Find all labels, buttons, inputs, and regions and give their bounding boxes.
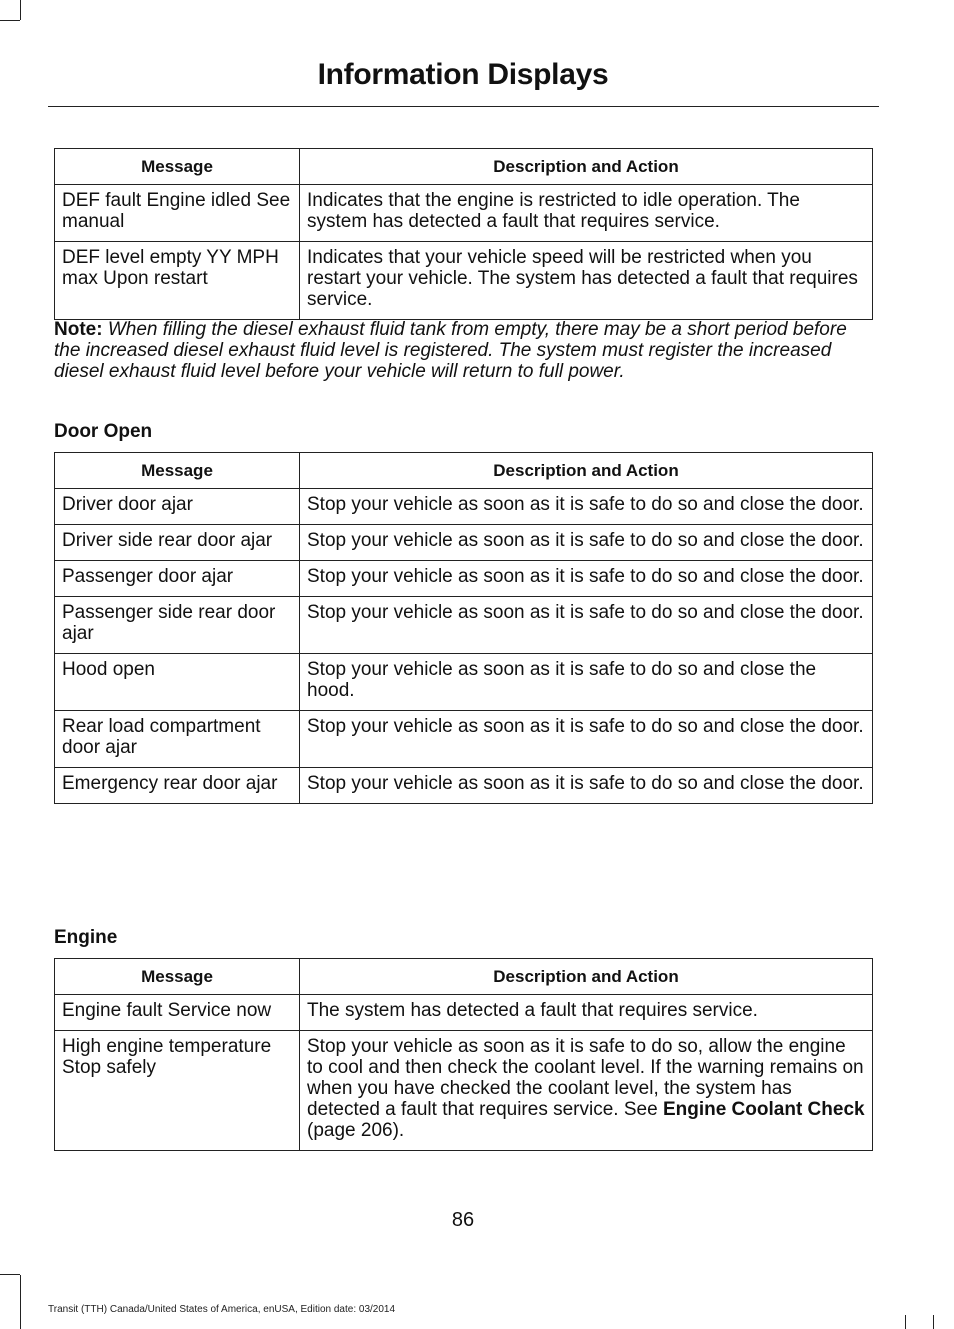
message-cell: DEF fault Engine idled See manual bbox=[55, 185, 300, 242]
page-reference: (page 206). bbox=[307, 1120, 405, 1141]
crop-mark bbox=[905, 1315, 906, 1329]
message-cell: Emergency rear door ajar bbox=[55, 768, 300, 804]
description-cell: Indicates that the engine is restricted to idle operation. The system has detected a fault that requires service. bbox=[300, 185, 873, 242]
engine-coolant-check-link[interactable]: Engine Coolant Check bbox=[662, 1099, 865, 1120]
table-row bbox=[55, 242, 873, 320]
description-cell: Stop your vehicle as soon as it is safe to do so and close the door. bbox=[300, 561, 873, 597]
description-cell: Stop your vehicle as soon as it is safe to do so and close the door. bbox=[300, 711, 873, 768]
message-cell: Driver side rear door ajar bbox=[55, 525, 300, 561]
table-row bbox=[55, 711, 873, 768]
table-row bbox=[55, 489, 873, 525]
crop-mark bbox=[20, 1315, 21, 1329]
description-cell: Stop your vehicle as soon as it is safe to do so and close the door. bbox=[300, 597, 873, 654]
def-message-table bbox=[54, 148, 873, 320]
table-row bbox=[55, 995, 873, 1031]
edition-footer: Transit (TTH) Canada/United States of America, enUSA, Edition date: 03/2014 bbox=[48, 1304, 396, 1315]
note-label: Note: bbox=[54, 319, 103, 340]
description-cell bbox=[300, 1031, 873, 1151]
column-header-message: Message bbox=[55, 959, 300, 995]
crop-mark bbox=[0, 20, 20, 21]
table-row bbox=[55, 768, 873, 804]
description-cell: Stop your vehicle as soon as it is safe to do so and close the door. bbox=[300, 489, 873, 525]
message-cell: Passenger door ajar bbox=[55, 561, 300, 597]
title-divider bbox=[48, 106, 879, 107]
message-cell: Driver door ajar bbox=[55, 489, 300, 525]
message-cell: Passenger side rear door ajar bbox=[55, 597, 300, 654]
description-cell: Indicates that your vehicle speed will be restricted when you restart your vehicle. The system has detected a fault that requires service. bbox=[300, 242, 873, 320]
table-header-row bbox=[55, 453, 873, 489]
message-cell: Rear load compartment door ajar bbox=[55, 711, 300, 768]
description-cell: Stop your vehicle as soon as it is safe to do so and close the door. bbox=[300, 768, 873, 804]
page-number: 86 bbox=[451, 1209, 475, 1231]
message-cell: DEF level empty YY MPH max Upon restart bbox=[55, 242, 300, 320]
crop-mark bbox=[0, 1274, 20, 1275]
table-header-row bbox=[55, 959, 873, 995]
description-text: Stop your vehicle as soon as it is safe to do so, allow the engine to cool and then check the coolant level. If the warning remains on when you have checked the coolant level, the system has detected a fault that requires service. See bbox=[307, 1036, 864, 1120]
section-heading-door-open: Door Open bbox=[54, 421, 153, 442]
door-open-table bbox=[54, 452, 873, 804]
table-row bbox=[55, 1031, 873, 1151]
column-header-description: Description and Action bbox=[300, 453, 873, 489]
crop-mark bbox=[933, 1315, 934, 1329]
table-row bbox=[55, 561, 873, 597]
description-cell: The system has detected a fault that requires service. bbox=[300, 995, 873, 1031]
column-header-description: Description and Action bbox=[300, 959, 873, 995]
note-paragraph bbox=[54, 319, 872, 382]
column-header-description: Description and Action bbox=[300, 149, 873, 185]
section-heading-engine: Engine bbox=[54, 927, 118, 948]
table-row bbox=[55, 525, 873, 561]
table-row bbox=[55, 654, 873, 711]
message-cell: Hood open bbox=[55, 654, 300, 711]
table-row bbox=[55, 185, 873, 242]
note-text: When filling the diesel exhaust fluid tank from empty, there may be a short period before the increased diesel exhaust fluid level is registered. The system must register the increased diesel exhaust fluid level before your vehicle will return to full power. bbox=[54, 319, 847, 382]
table-row bbox=[55, 597, 873, 654]
page-title: Information Displays bbox=[317, 58, 609, 91]
description-cell: Stop your vehicle as soon as it is safe to do so and close the door. bbox=[300, 525, 873, 561]
engine-table bbox=[54, 958, 873, 1151]
crop-mark bbox=[20, 0, 21, 20]
column-header-message: Message bbox=[55, 149, 300, 185]
message-cell: Engine fault Service now bbox=[55, 995, 300, 1031]
table-header-row bbox=[55, 149, 873, 185]
description-cell: Stop your vehicle as soon as it is safe to do so and close the hood. bbox=[300, 654, 873, 711]
message-cell: High engine temperature Stop safely bbox=[55, 1031, 300, 1151]
column-header-message: Message bbox=[55, 453, 300, 489]
